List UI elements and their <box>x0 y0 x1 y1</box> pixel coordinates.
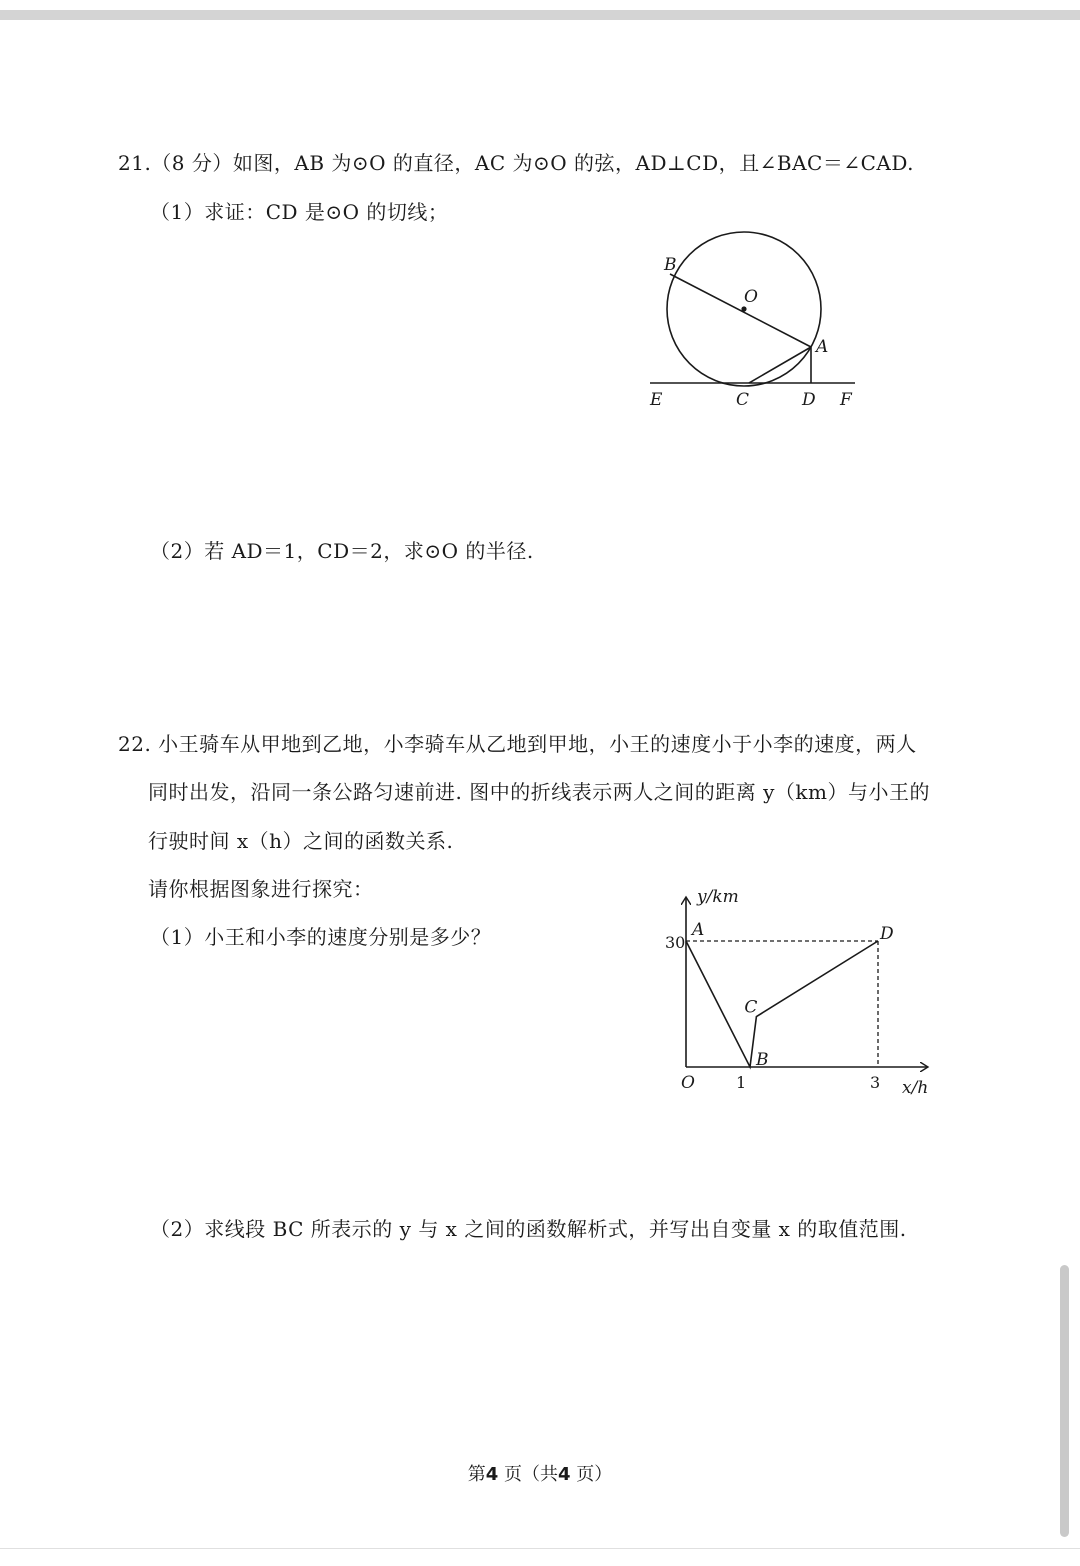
origin-label: O <box>681 1073 695 1093</box>
label-e: E <box>650 390 663 410</box>
center-dot <box>741 306 746 311</box>
distance-polyline <box>686 941 878 1067</box>
q22-stem-line1: 22. 小王骑车从甲地到乙地，小李骑车从乙地到甲地，小王的速度小于小李的速度，两人 <box>118 732 917 756</box>
y-axis-label: y/km <box>697 887 739 907</box>
q21-part1: （1）求证：CD 是⊙O 的切线； <box>150 200 449 224</box>
label-a: A <box>816 337 829 357</box>
q22-part1: （1）小王和小李的速度分别是多少？ <box>150 925 492 949</box>
footer-page-number: 4 <box>485 1464 499 1485</box>
label-f: F <box>840 390 852 410</box>
footer-suffix: 页） <box>570 1464 613 1485</box>
x-tick-3: 3 <box>870 1073 881 1092</box>
footer-prefix: 第 <box>467 1464 486 1485</box>
x-axis-label: x/h <box>902 1078 929 1098</box>
label-b: B <box>664 255 677 275</box>
page-bottom-edge <box>0 1548 1080 1549</box>
diameter-ab <box>670 274 811 347</box>
footer-total-pages: 4 <box>558 1464 571 1485</box>
footer-mid: 页（共 <box>498 1464 558 1485</box>
point-label-d: D <box>880 924 894 944</box>
x-tick-1: 1 <box>736 1073 747 1092</box>
q22-stem-line3: 行驶时间 x（h）之间的函数关系. <box>148 829 454 853</box>
label-o: O <box>744 287 758 307</box>
q21-stem: 21.（8 分）如图，AB 为⊙O 的直径，AC 为⊙O 的弦，AD⊥CD，且∠BAC＝∠CAD. <box>118 151 915 175</box>
q21-circle-figure <box>640 225 870 420</box>
y-tick-30: 30 <box>665 933 686 952</box>
top-toolbar-edge <box>0 10 1080 20</box>
q21-part2: （2）若 AD＝1，CD＝2，求⊙O 的半径. <box>150 539 534 563</box>
vertical-scrollbar[interactable] <box>1060 1265 1069 1537</box>
q22-part2: （2）求线段 BC 所表示的 y 与 x 之间的函数解析式，并写出自变量 x 的取值范围. <box>150 1217 907 1241</box>
q22-stem-line2: 同时出发，沿同一条公路匀速前进. 图中的折线表示两人之间的距离 y（km）与小王的 <box>148 780 930 804</box>
point-label-a: A <box>692 920 705 940</box>
point-label-b: B <box>756 1050 769 1070</box>
q22-distance-graph <box>650 880 940 1100</box>
label-c: C <box>736 390 750 410</box>
label-d: D <box>802 390 816 410</box>
page-footer <box>0 1463 1080 1487</box>
point-label-c: C <box>744 997 758 1018</box>
q22-prompt: 请你根据图象进行探究： <box>148 877 374 901</box>
